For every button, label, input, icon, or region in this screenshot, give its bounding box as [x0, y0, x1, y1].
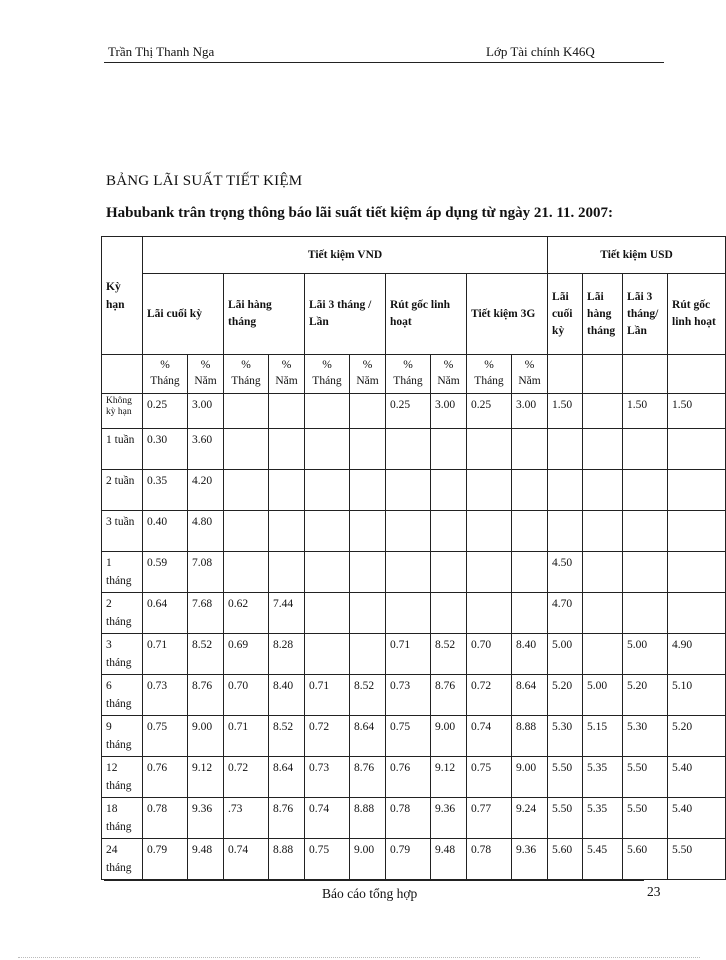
- vnd-rate-cell: [467, 429, 512, 470]
- usd-group-header: Tiết kiệm USD: [548, 237, 726, 274]
- vnd-rate-cell: [431, 470, 467, 511]
- vnd-rate-cell: [350, 394, 386, 429]
- usd-rate-cell: [583, 470, 623, 511]
- vnd-rate-cell: 8.52: [431, 634, 467, 675]
- vnd-rate-cell: [350, 511, 386, 552]
- vnd-rate-cell: 0.79: [143, 839, 188, 880]
- vnd-rate-cell: 9.48: [188, 839, 224, 880]
- usd-rate-cell: [548, 470, 583, 511]
- vnd-rate-cell: 9.12: [431, 757, 467, 798]
- usd-rate-cell: 5.20: [668, 716, 726, 757]
- vnd-rate-cell: 8.52: [188, 634, 224, 675]
- table-row: [102, 552, 726, 593]
- vnd-rate-cell: 0.72: [224, 757, 269, 798]
- header-rule: [104, 62, 664, 63]
- term-cell: 12 tháng: [102, 757, 143, 798]
- vnd-rate-cell: 4.20: [188, 470, 224, 511]
- vnd-rate-cell: 9.00: [350, 839, 386, 880]
- vnd-rate-cell: 8.40: [512, 634, 548, 675]
- vnd-rate-cell: [269, 429, 305, 470]
- term-cell: 2 tháng: [102, 593, 143, 634]
- vnd-rate-cell: [431, 511, 467, 552]
- table-row: [102, 634, 726, 675]
- unit-month: % Tháng: [386, 355, 431, 394]
- usd-rate-cell: [668, 511, 726, 552]
- vnd-rate-cell: 3.00: [512, 394, 548, 429]
- vnd-rate-cell: 4.80: [188, 511, 224, 552]
- unit-empty-cell: [548, 355, 583, 394]
- vnd-rate-cell: 0.72: [305, 716, 350, 757]
- usd-rate-cell: [583, 394, 623, 429]
- footer-text: Báo cáo tổng hợp: [322, 886, 418, 901]
- vnd-rate-cell: [386, 552, 431, 593]
- usd-rate-cell: [623, 470, 668, 511]
- vnd-product-header: Tiết kiệm 3G: [467, 274, 548, 355]
- usd-rate-cell: 1.50: [668, 394, 726, 429]
- usd-rate-cell: [623, 593, 668, 634]
- table-row: [102, 593, 726, 634]
- vnd-rate-cell: 0.62: [224, 593, 269, 634]
- vnd-rate-cell: [386, 429, 431, 470]
- vnd-rate-cell: 8.88: [350, 798, 386, 839]
- vnd-rate-cell: 0.74: [224, 839, 269, 880]
- vnd-rate-cell: 0.70: [224, 675, 269, 716]
- term-cell: 1 tuần: [102, 429, 143, 470]
- vnd-rate-cell: 0.35: [143, 470, 188, 511]
- vnd-rate-cell: 0.71: [143, 634, 188, 675]
- usd-rate-cell: 5.40: [668, 757, 726, 798]
- usd-rate-cell: 5.15: [583, 716, 623, 757]
- term-cell: 1 tháng: [102, 552, 143, 593]
- vnd-rate-cell: 9.36: [512, 839, 548, 880]
- unit-empty-cell: [583, 355, 623, 394]
- vnd-rate-cell: [305, 634, 350, 675]
- usd-rate-cell: [668, 552, 726, 593]
- unit-empty-cell: [668, 355, 726, 394]
- unit-year: % Năm: [269, 355, 305, 394]
- vnd-rate-cell: 0.74: [467, 716, 512, 757]
- header-author: Trần Thị Thanh Nga: [108, 44, 215, 59]
- table-row: [102, 839, 726, 880]
- vnd-rate-cell: 0.25: [467, 394, 512, 429]
- usd-rate-cell: [583, 634, 623, 675]
- unit-empty-cell: [623, 355, 668, 394]
- vnd-rate-cell: 8.76: [431, 675, 467, 716]
- usd-rate-cell: [623, 511, 668, 552]
- vnd-rate-cell: 0.25: [143, 394, 188, 429]
- usd-rate-cell: 5.40: [668, 798, 726, 839]
- vnd-rate-cell: 0.78: [143, 798, 188, 839]
- usd-rate-cell: 5.45: [583, 839, 623, 880]
- vnd-rate-cell: [467, 470, 512, 511]
- vnd-rate-cell: 9.00: [188, 716, 224, 757]
- unit-empty-cell: [102, 355, 143, 394]
- usd-rate-cell: [668, 593, 726, 634]
- usd-rate-cell: 5.30: [548, 716, 583, 757]
- vnd-rate-cell: 9.24: [512, 798, 548, 839]
- table-row: [102, 511, 726, 552]
- usd-rate-cell: 5.50: [623, 798, 668, 839]
- footer-rule: [104, 880, 644, 881]
- usd-rate-cell: 4.50: [548, 552, 583, 593]
- table-row: [102, 675, 726, 716]
- unit-year: % Năm: [512, 355, 548, 394]
- usd-rate-cell: 5.60: [548, 839, 583, 880]
- vnd-rate-cell: [305, 394, 350, 429]
- vnd-rate-cell: 7.08: [188, 552, 224, 593]
- unit-year: % Năm: [188, 355, 224, 394]
- vnd-rate-cell: [350, 593, 386, 634]
- usd-rate-cell: [623, 552, 668, 593]
- usd-rate-cell: 5.60: [623, 839, 668, 880]
- unit-year: % Năm: [350, 355, 386, 394]
- vnd-rate-cell: [512, 429, 548, 470]
- vnd-rate-cell: 9.36: [431, 798, 467, 839]
- vnd-rate-cell: 0.76: [386, 757, 431, 798]
- vnd-rate-cell: [224, 470, 269, 511]
- vnd-rate-cell: 8.52: [350, 675, 386, 716]
- ky-han-header: Kỳ hạn: [102, 237, 143, 355]
- vnd-rate-cell: [512, 511, 548, 552]
- vnd-rate-cell: 0.78: [386, 798, 431, 839]
- term-cell: 9 tháng: [102, 716, 143, 757]
- table-row: [102, 798, 726, 839]
- page-title: BẢNG LÃI SUẤT TIẾT KIỆM: [106, 173, 303, 189]
- vnd-rate-cell: [467, 552, 512, 593]
- vnd-rate-cell: [431, 593, 467, 634]
- vnd-rate-cell: [467, 593, 512, 634]
- vnd-rate-cell: 0.75: [386, 716, 431, 757]
- vnd-rate-cell: .73: [224, 798, 269, 839]
- usd-rate-cell: 5.50: [623, 757, 668, 798]
- vnd-rate-cell: 0.75: [467, 757, 512, 798]
- vnd-rate-cell: 7.68: [188, 593, 224, 634]
- usd-rate-cell: [668, 470, 726, 511]
- vnd-rate-cell: [305, 470, 350, 511]
- term-cell: Không kỳ hạn: [102, 394, 143, 429]
- vnd-rate-cell: 0.72: [467, 675, 512, 716]
- term-cell: 2 tuần: [102, 470, 143, 511]
- vnd-rate-cell: 0.30: [143, 429, 188, 470]
- term-cell: 3 tuần: [102, 511, 143, 552]
- vnd-rate-cell: [512, 470, 548, 511]
- vnd-rate-cell: [224, 429, 269, 470]
- page-number: 23: [647, 884, 661, 899]
- vnd-rate-cell: 8.52: [269, 716, 305, 757]
- vnd-rate-cell: [512, 552, 548, 593]
- vnd-rate-cell: 0.77: [467, 798, 512, 839]
- vnd-product-header: Lãi hàng tháng: [224, 274, 305, 355]
- vnd-rate-cell: 3.60: [188, 429, 224, 470]
- vnd-rate-cell: 7.44: [269, 593, 305, 634]
- usd-rate-cell: [668, 429, 726, 470]
- unit-month: % Tháng: [143, 355, 188, 394]
- vnd-rate-cell: 3.00: [431, 394, 467, 429]
- header-class: Lớp Tài chính K46Q: [486, 44, 595, 59]
- vnd-rate-cell: [386, 511, 431, 552]
- usd-rate-cell: 1.50: [623, 394, 668, 429]
- vnd-rate-cell: [269, 552, 305, 593]
- table-row: [102, 716, 726, 757]
- usd-rate-cell: [583, 429, 623, 470]
- vnd-rate-cell: 8.76: [188, 675, 224, 716]
- vnd-rate-cell: 0.64: [143, 593, 188, 634]
- vnd-rate-cell: [431, 429, 467, 470]
- vnd-rate-cell: 0.69: [224, 634, 269, 675]
- usd-rate-cell: [583, 593, 623, 634]
- vnd-rate-cell: [224, 394, 269, 429]
- usd-rate-cell: 5.20: [623, 675, 668, 716]
- vnd-rate-cell: 0.73: [143, 675, 188, 716]
- vnd-rate-cell: 8.64: [269, 757, 305, 798]
- vnd-rate-cell: 0.71: [386, 634, 431, 675]
- vnd-rate-cell: 9.12: [188, 757, 224, 798]
- interest-rate-table: [101, 236, 726, 880]
- usd-rate-cell: [623, 429, 668, 470]
- page-bottom-dotted-line: [18, 957, 700, 958]
- vnd-rate-cell: 0.75: [143, 716, 188, 757]
- vnd-rate-cell: 0.71: [305, 675, 350, 716]
- vnd-rate-cell: 0.70: [467, 634, 512, 675]
- vnd-rate-cell: 8.88: [512, 716, 548, 757]
- vnd-rate-cell: 3.00: [188, 394, 224, 429]
- vnd-rate-cell: [269, 511, 305, 552]
- usd-rate-cell: 5.30: [623, 716, 668, 757]
- usd-rate-cell: 5.50: [548, 757, 583, 798]
- vnd-rate-cell: 0.75: [305, 839, 350, 880]
- vnd-rate-cell: 0.76: [143, 757, 188, 798]
- vnd-group-header: Tiết kiệm VND: [143, 237, 548, 274]
- table-row: [102, 394, 726, 429]
- usd-rate-cell: 5.35: [583, 757, 623, 798]
- vnd-rate-cell: 9.48: [431, 839, 467, 880]
- vnd-rate-cell: 8.88: [269, 839, 305, 880]
- unit-year: % Năm: [431, 355, 467, 394]
- usd-rate-cell: [583, 511, 623, 552]
- vnd-rate-cell: [350, 470, 386, 511]
- table-row: [102, 757, 726, 798]
- vnd-rate-cell: 9.00: [512, 757, 548, 798]
- vnd-rate-cell: [305, 511, 350, 552]
- term-cell: 24 tháng: [102, 839, 143, 880]
- usd-rate-cell: 1.50: [548, 394, 583, 429]
- vnd-rate-cell: [224, 552, 269, 593]
- unit-month: % Tháng: [305, 355, 350, 394]
- usd-rate-cell: 5.35: [583, 798, 623, 839]
- vnd-rate-cell: [386, 470, 431, 511]
- usd-rate-cell: 5.00: [623, 634, 668, 675]
- vnd-rate-cell: 8.76: [269, 798, 305, 839]
- vnd-rate-cell: 8.64: [350, 716, 386, 757]
- usd-rate-cell: 5.00: [583, 675, 623, 716]
- term-cell: 3 tháng: [102, 634, 143, 675]
- vnd-rate-cell: [224, 511, 269, 552]
- usd-rate-cell: 5.10: [668, 675, 726, 716]
- unit-month: % Tháng: [467, 355, 512, 394]
- usd-rate-cell: [548, 511, 583, 552]
- term-cell: 18 tháng: [102, 798, 143, 839]
- vnd-rate-cell: 8.28: [269, 634, 305, 675]
- usd-rate-cell: 4.90: [668, 634, 726, 675]
- usd-rate-cell: [583, 552, 623, 593]
- vnd-rate-cell: [467, 511, 512, 552]
- usd-rate-cell: 5.50: [548, 798, 583, 839]
- table-row: [102, 429, 726, 470]
- vnd-rate-cell: 8.64: [512, 675, 548, 716]
- vnd-rate-cell: 0.79: [386, 839, 431, 880]
- vnd-rate-cell: [305, 593, 350, 634]
- vnd-rate-cell: [386, 593, 431, 634]
- vnd-rate-cell: [512, 593, 548, 634]
- vnd-rate-cell: 0.74: [305, 798, 350, 839]
- vnd-rate-cell: 9.00: [431, 716, 467, 757]
- notice-text: Habubank trân trọng thông báo lãi suất tiết kiệm áp dụng từ ngày 21. 11. 2007:: [106, 205, 614, 221]
- rate-rows: [102, 394, 726, 880]
- usd-product-header: Lãi cuối kỳ: [548, 274, 583, 355]
- vnd-rate-cell: [269, 470, 305, 511]
- term-cell: 6 tháng: [102, 675, 143, 716]
- usd-rate-cell: 5.00: [548, 634, 583, 675]
- vnd-rate-cell: 0.71: [224, 716, 269, 757]
- usd-product-header: Rút gốc linh hoạt: [668, 274, 726, 355]
- vnd-rate-cell: 0.73: [305, 757, 350, 798]
- vnd-rate-cell: [350, 634, 386, 675]
- vnd-rate-cell: [305, 552, 350, 593]
- unit-month: % Tháng: [224, 355, 269, 394]
- usd-product-header: Lãi hàng tháng: [583, 274, 623, 355]
- table-row: [102, 470, 726, 511]
- vnd-product-header: Lãi 3 tháng / Lần: [305, 274, 386, 355]
- vnd-rate-cell: 0.73: [386, 675, 431, 716]
- usd-rate-cell: [548, 429, 583, 470]
- vnd-rate-cell: 8.40: [269, 675, 305, 716]
- vnd-rate-cell: 0.40: [143, 511, 188, 552]
- vnd-product-header: Rút gốc linh hoạt: [386, 274, 467, 355]
- vnd-rate-cell: [431, 552, 467, 593]
- vnd-rate-cell: [350, 552, 386, 593]
- vnd-rate-cell: 9.36: [188, 798, 224, 839]
- usd-rate-cell: 5.50: [668, 839, 726, 880]
- vnd-rate-cell: [350, 429, 386, 470]
- usd-rate-cell: 5.20: [548, 675, 583, 716]
- usd-product-header: Lãi 3 tháng/ Lần: [623, 274, 668, 355]
- vnd-rate-cell: [305, 429, 350, 470]
- vnd-rate-cell: [269, 394, 305, 429]
- vnd-product-header: Lãi cuối kỳ: [143, 274, 224, 355]
- vnd-rate-cell: 0.78: [467, 839, 512, 880]
- vnd-rate-cell: 0.25: [386, 394, 431, 429]
- usd-rate-cell: 4.70: [548, 593, 583, 634]
- vnd-rate-cell: 8.76: [350, 757, 386, 798]
- vnd-rate-cell: 0.59: [143, 552, 188, 593]
